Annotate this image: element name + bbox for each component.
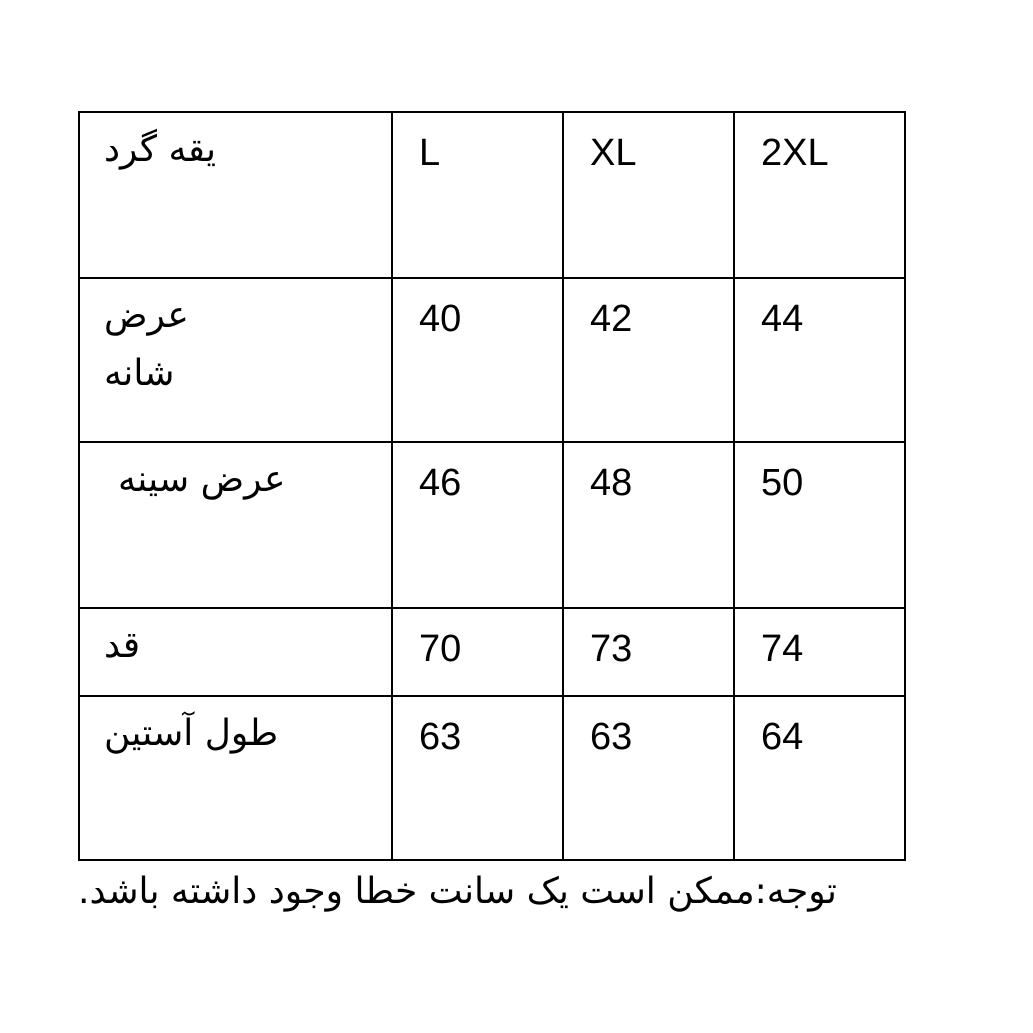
size-label-2xl: 2XL — [761, 132, 829, 174]
size-header-cell — [563, 112, 734, 278]
sleeve-length-label: طول آستین — [104, 713, 279, 754]
size-header-cell — [734, 112, 905, 278]
shoulder-width-label: عرض شانه — [104, 295, 189, 394]
table-row-shoulder-width — [79, 278, 905, 442]
length-label: قد — [104, 625, 141, 666]
shoulder-width-xl: 42 — [590, 298, 633, 340]
value-cell — [563, 608, 734, 696]
row-label-cell — [79, 696, 392, 860]
row-label-cell — [79, 608, 392, 696]
size-chart-table — [78, 111, 906, 861]
table-row-length — [79, 608, 905, 696]
row-label-cell — [79, 278, 392, 442]
value-cell — [392, 442, 563, 608]
chest-width-2xl: 50 — [761, 462, 804, 504]
chest-width-label: عرض سینه — [118, 459, 286, 500]
collar-type-label: یقه گرد — [104, 129, 217, 170]
value-cell — [734, 696, 905, 860]
table-header-row — [79, 112, 905, 278]
row-label-cell — [79, 442, 392, 608]
value-cell — [734, 608, 905, 696]
header-label-cell — [79, 112, 392, 278]
length-xl: 73 — [590, 628, 633, 670]
table-row-sleeve-length — [79, 696, 905, 860]
value-cell — [563, 442, 734, 608]
value-cell — [734, 442, 905, 608]
shoulder-width-2xl: 44 — [761, 298, 804, 340]
chest-width-l: 46 — [419, 462, 462, 504]
disclaimer-note: توجه:ممکن است یک سانت خطا وجود داشته باشد. — [78, 871, 837, 912]
table-row-chest-width — [79, 442, 905, 608]
value-cell — [392, 608, 563, 696]
shoulder-width-l: 40 — [419, 298, 462, 340]
sleeve-length-2xl: 64 — [761, 716, 804, 758]
value-cell — [563, 278, 734, 442]
size-label-xl: XL — [590, 132, 637, 174]
sleeve-length-l: 63 — [419, 716, 462, 758]
length-l: 70 — [419, 628, 462, 670]
size-label-l: L — [419, 132, 441, 174]
value-cell — [392, 696, 563, 860]
value-cell — [563, 696, 734, 860]
sleeve-length-xl: 63 — [590, 716, 633, 758]
length-2xl: 74 — [761, 628, 804, 670]
chest-width-xl: 48 — [590, 462, 633, 504]
value-cell — [392, 278, 563, 442]
value-cell — [734, 278, 905, 442]
size-header-cell — [392, 112, 563, 278]
